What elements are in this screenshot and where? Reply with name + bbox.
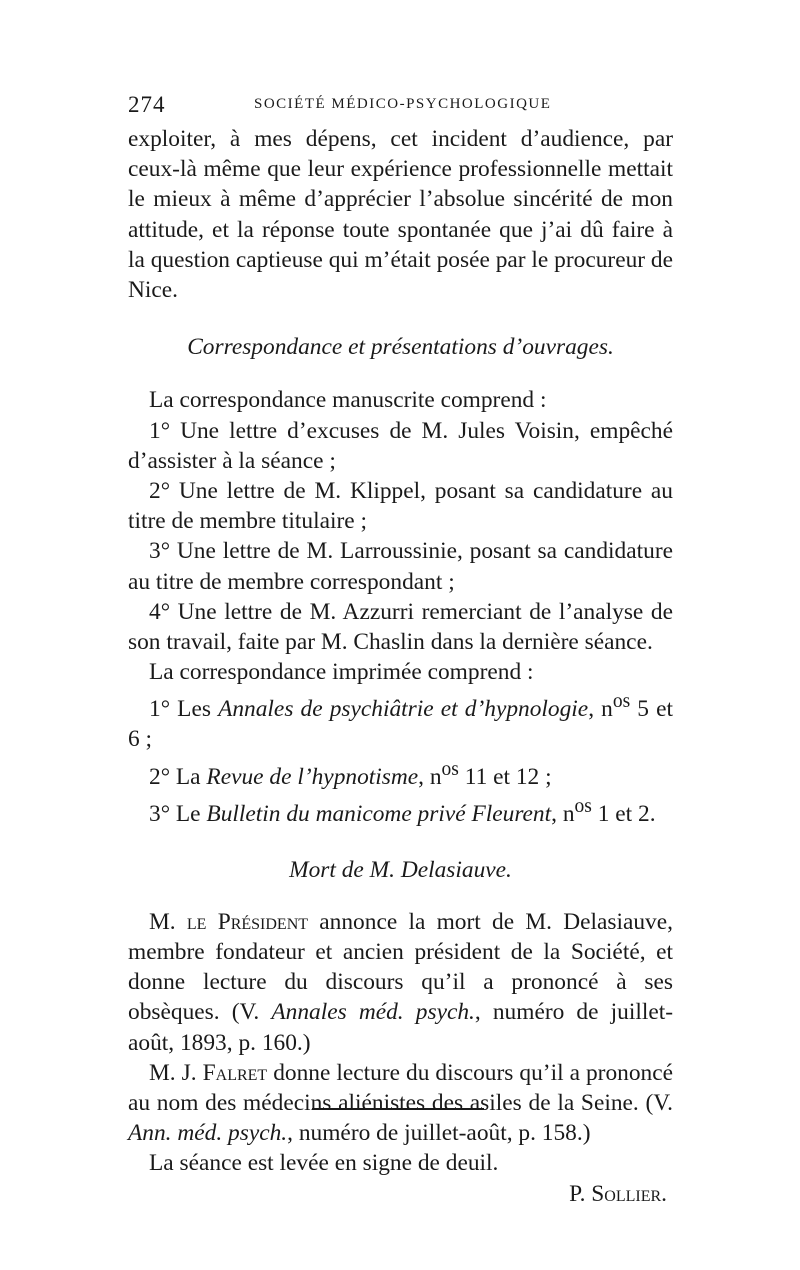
printed-intro: La correspondance imprimée comprend : <box>149 659 534 686</box>
section-title-correspondance: Correspondance et présentations d’ouvrages. <box>187 334 614 361</box>
manuscript-item: 4° Une lettre de M. Azzurri remerciant de l’analyse de son travail, faite par M. Chaslin dans la dernière séance. <box>128 598 673 656</box>
page-header <box>128 92 673 122</box>
manuscript-item: 3° Une lettre de M. Larroussinie, posant sa candidature au titre de membre correspondant ; <box>128 538 673 595</box>
printed-item: 2° La Revue de l’hypnotisme, $n^{os}$ 11 et 12 ; <box>149 758 552 790</box>
signature: P. Sollier. <box>569 1180 667 1207</box>
running-title: SOCIÉTÉ MÉDICO-PSYCHOLOGIQUE <box>254 96 552 112</box>
president-paragraph: M. le Président annonce la mort de M. Delasiauve, membre fondateur et ancien président de la Société, et donne lecture du discours qu’il a prononcé à ses obsèques. (V. Annales méd. psych., numéro de juillet-août, 1893, p. 160.) <box>128 908 673 1056</box>
falret-paragraph: M. J. Falret donne lecture du discours qu’il a prononcé au nom des médecins aliénistes des asiles de la Seine. (V. Ann. méd. psych., numéro de juillet-août, p. 158.) <box>128 1059 673 1147</box>
page-number: 274 <box>128 92 166 117</box>
section-title-mort: Mort de M. Delasiauve. <box>289 856 512 883</box>
body-text <box>128 124 673 1209</box>
manuscript-intro: La correspondance manuscrite comprend : <box>149 387 547 414</box>
manuscript-item: 1° Une lettre d’excuses de M. Jules Voisin, empêché d’assister à la séance ; <box>128 417 673 474</box>
manuscript-item: 2° Une lettre de M. Klippel, posant sa candidature au titre de membre titulaire ; <box>128 478 673 535</box>
intro-paragraph: exploiter, à mes dépens, cet incident d’audience, par ceux-là même que leur expérience professionnelle mettait le mieux à même d’apprécier l’absolue sincérité de mon attitude, et la réponse toute spontanée que j’ai dû faire à la question captieuse qui m’était posée par le procureur de Nice. <box>128 126 673 304</box>
closing-line: La séance est levée en signe de deuil. <box>149 1150 499 1177</box>
closing-rule <box>312 1108 484 1110</box>
printed-item: 1° Les Annales de psychiâtrie et d’hypnologie, $n^{os}$ 5 et 6 ; <box>128 691 673 753</box>
printed-item: 3° Le Bulletin du manicome privé Fleurent, $n^{os}$ 1 et 2. <box>149 795 656 827</box>
